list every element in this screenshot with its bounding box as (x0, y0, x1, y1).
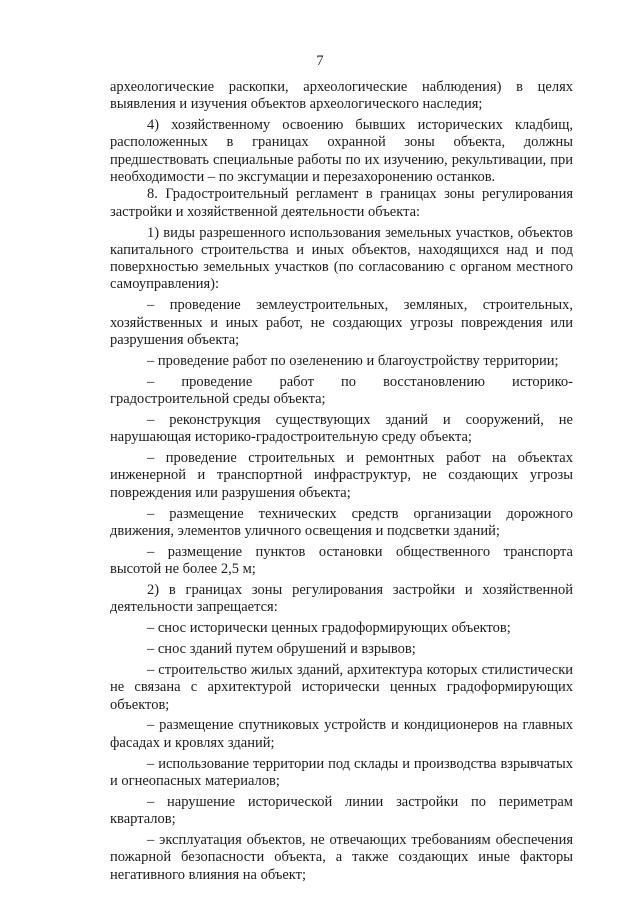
page-number: 7 (316, 53, 324, 69)
paragraph-allowed-uses: 1) виды разрешенного использования земельных участков, объектов капитального строительства и иных объектов, находящихся над и под поверхностью земельных участков (по согласованию с органом местного самоуправления): (110, 224, 573, 293)
list-item-allowed: – размещение технических средств организации дорожного движения, элементов уличного освещения и подсветки зданий; (110, 505, 573, 539)
list-item-allowed: – размещение пунктов остановки общественного транспорта высотой не более 2,5 м; (110, 543, 573, 578)
list-item-prohibited: – снос исторически ценных градоформирующих объектов; (147, 620, 511, 637)
paragraph-item-4: 4) хозяйственному освоению бывших исторических кладбищ, расположенных в границах охранной зоны объекта, должны предшествовать специальные работы по их изучению, рекультивации, при необходимости – по эксгумации и перезахоронению останков. (110, 117, 573, 186)
paragraph-continuation: археологические раскопки, археологические наблюдения) в целях выявления и изучения объектов археологического наследия; (110, 79, 573, 113)
list-item-allowed: – проведение работ по восстановлению историко-градостроительной среды объекта; (110, 373, 573, 408)
list-item-prohibited: – использование территории под склады и производства взрывчатых и огнеопасных материалов; (110, 755, 573, 789)
paragraph-prohibited: 2) в границах зоны регулирования застройки и хозяйственной деятельности запрещается: (110, 581, 573, 616)
list-item-prohibited: – размещение спутниковых устройств и кондиционеров на главных фасадах и кровлях зданий; (110, 717, 573, 751)
list-item-prohibited: – эксплуатация объектов, не отвечающих требованиям обеспечения пожарной безопасности объекта, а также создающих иные факторы негативного влияния на объект; (110, 831, 573, 883)
paragraph-section-8: 8. Градостроительный регламент в границах зоны регулирования застройки и хозяйственной деятельности объекта: (110, 186, 573, 220)
document-body (110, 79, 573, 887)
list-item-prohibited: – снос зданий путем обрушений и взрывов; (147, 641, 416, 658)
list-item-allowed: – реконструкция существующих зданий и сооружений, не нарушающая историко-градостроительную среду объекта; (110, 411, 573, 446)
list-item-prohibited: – нарушение исторической линии застройки по периметрам кварталов; (110, 793, 573, 828)
list-item-prohibited: – строительство жилых зданий, архитектура которых стилистически не связана с архитектурой исторически ценных градоформирующих объектов; (110, 661, 573, 713)
list-item-allowed: – проведение строительных и ремонтных работ на объектах инженерной и транспортной инфраструктур, не создающих угрозы повреждения или разрушения объекта; (110, 450, 573, 501)
list-item-allowed: – проведение землеустроительных, земляных, строительных, хозяйственных и иных работ, не создающих угрозы повреждения или разрушения объекта; (110, 297, 573, 348)
list-item-allowed: – проведение работ по озеленению и благоустройству территории; (147, 352, 559, 369)
